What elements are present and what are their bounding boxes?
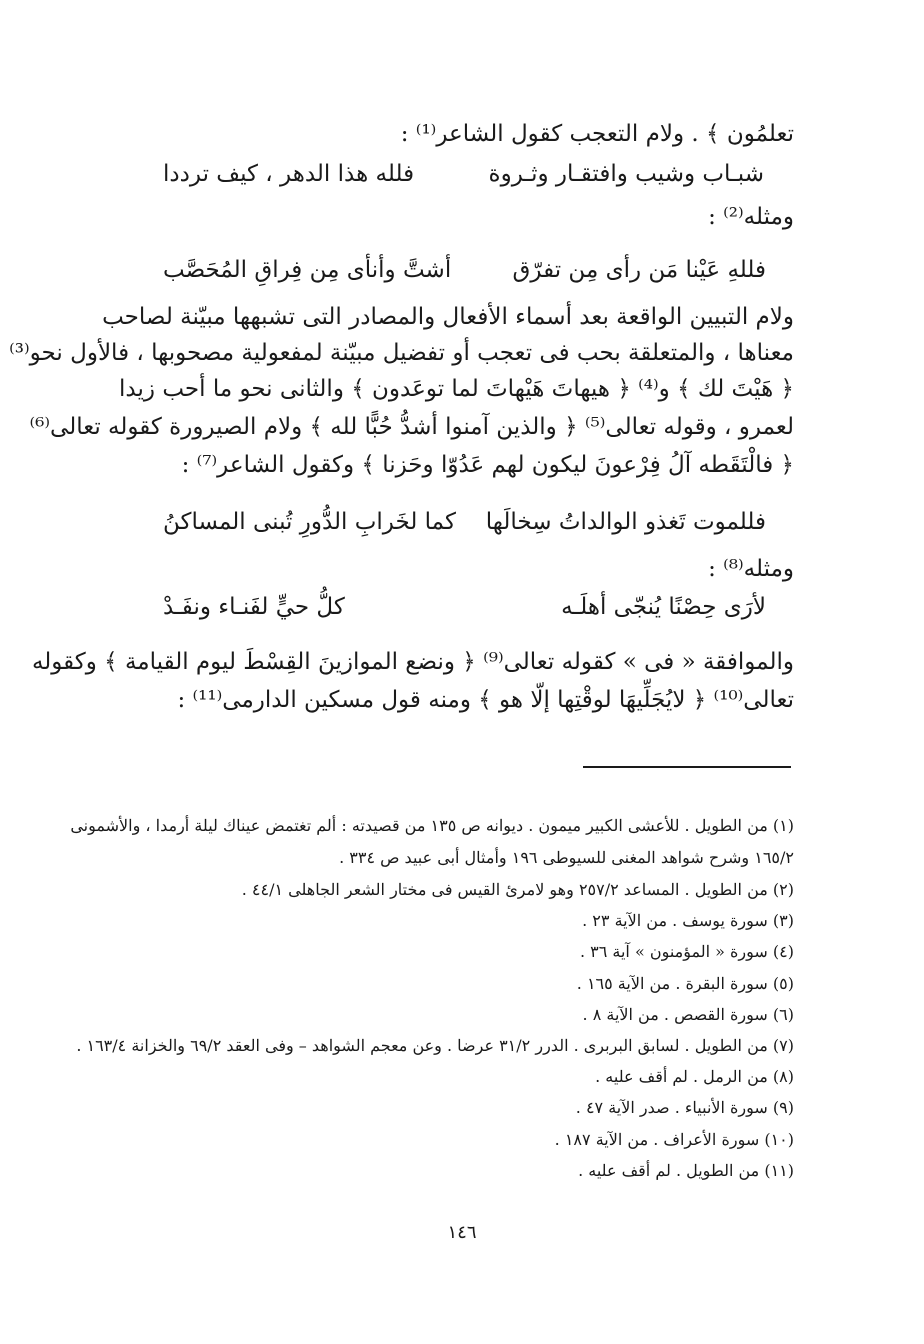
verse-3-first-hemistich: فللموت تَغذو الوالداتُ سِخالَها: [485, 509, 766, 535]
verse-3-second-hemistich: كما لخَرابِ الدُّورِ تُبنى المساكنُ: [163, 509, 456, 535]
verse-4-second-hemistich: كلُّ حيٍّ لفَنـاء ونفَـدْ: [163, 594, 345, 620]
page-number: ١٤٦: [447, 1222, 477, 1243]
body-line-9: ﴿ فالْتَقَطه آلُ فِرْعونَ ليكون لهم عَدُوّا وحَزنا ﴾ وكقول الشاعر⁽⁷⁾ :: [181, 452, 794, 478]
footnote-11: (١١) من الطويل . لم أقف عليه .: [578, 1161, 794, 1180]
footnote-2: (٢) من الطويل . المساعد ٢٥٧/٢ وهو لامرئ القيس فى مختار الشعر الجاهلى ٤٤/١ .: [241, 880, 794, 899]
body-line-14: تعالى⁽¹⁰⁾ ﴿ لايُجَلِّيهَا لوقْتِها إلّا هو ﴾ ومنه قول مسكين الدارمى⁽¹¹⁾ :: [177, 687, 794, 713]
footnote-6: (٦) سورة القصص . من الآية ٨ .: [582, 1005, 794, 1024]
verse-4-first-hemistich: لأرَى حِصْنًا يُنجّى أهلَـه: [561, 594, 766, 620]
footnote-5: (٥) سورة البقرة . من الآية ١٦٥ .: [576, 974, 794, 993]
verse-2-first-hemistich: فللهِ عَيْنا مَن رأى مِن تفرّق: [512, 257, 766, 283]
footnote-10: (١٠) سورة الأعراف . من الآية ١٨٧ .: [554, 1130, 794, 1149]
verse-2-second-hemistich: أشتَّ وأنأى مِن فِراقِ المُحَصَّب: [163, 257, 452, 283]
body-line-7: ﴿ هَيْتَ لك ﴾ و⁽⁴⁾ ﴿ هيهاتَ هَيْهاتَ لما توعَدون ﴾ والثانى نحو ما أحب زيدا: [119, 376, 794, 402]
footnote-1: (١) من الطويل . للأعشى الكبير ميمون . ديوانه ص ١٣٥ من قصيدته : ألم تغتمض عيناك ليلة أرمدا ، والأشمونى: [70, 816, 794, 835]
footnote-9: (٩) سورة الأنبياء . صدر الآية ٤٧ .: [575, 1098, 794, 1117]
body-line-11: ومثله⁽⁸⁾ :: [708, 556, 794, 582]
footnote-3: (٣) سورة يوسف . من الآية ٢٣ .: [582, 911, 794, 930]
footnote-separator: [583, 766, 791, 768]
footnote-8: (٨) من الرمل . لم أقف عليه .: [595, 1067, 794, 1086]
body-line-5: ولام التبيين الواقعة بعد أسماء الأفعال والمصادر التى تشبهها مبيّنة لصاحب: [102, 304, 794, 330]
footnote-1-continued: ١٦٥/٢ وشرح شواهد المغنى للسيوطى ١٩٦ وأمثال أبى عبيد ص ٣٣٤ .: [339, 848, 794, 867]
body-line-1: تعلمُون ﴾ . ولام التعجب كقول الشاعر⁽¹⁾ :: [400, 121, 794, 147]
verse-1-first-hemistich: شبـاب وشيب وافتقـار وثـروة: [488, 161, 764, 187]
footnote-7: (٧) من الطويل . لسابق البربرى . الدرر ٣١/٢ عرضا . وعن معجم الشواهد – وفى العقد ٦٩/٢ والخزانة ١٦٣/٤ .: [76, 1036, 794, 1055]
body-line-3: ومثله⁽²⁾ :: [708, 204, 794, 230]
verse-1-second-hemistich: فلله هذا الدهر ، كيف ترددا: [163, 161, 415, 187]
body-line-8: لعمرو ، وقوله تعالى⁽⁵⁾ ﴿ والذين آمنوا أشدُّ حُبًّا لله ﴾ ولام الصيرورة كقوله تعالى⁽⁶⁾: [29, 414, 794, 440]
body-line-13: والموافقة « فى » كقوله تعالى⁽⁹⁾ ﴿ ونضع الموازينَ القِسْطَ ليوم القيامة ﴾ وكقوله: [31, 649, 794, 675]
footnote-4: (٤) سورة « المؤمنون » آية ٣٦ .: [579, 942, 794, 961]
body-line-6: معناها ، والمتعلقة بحب فى تعجب أو تفضيل مبيّنة لمفعولية مصحوبها ، فالأول نحو⁽³⁾: [9, 340, 794, 366]
